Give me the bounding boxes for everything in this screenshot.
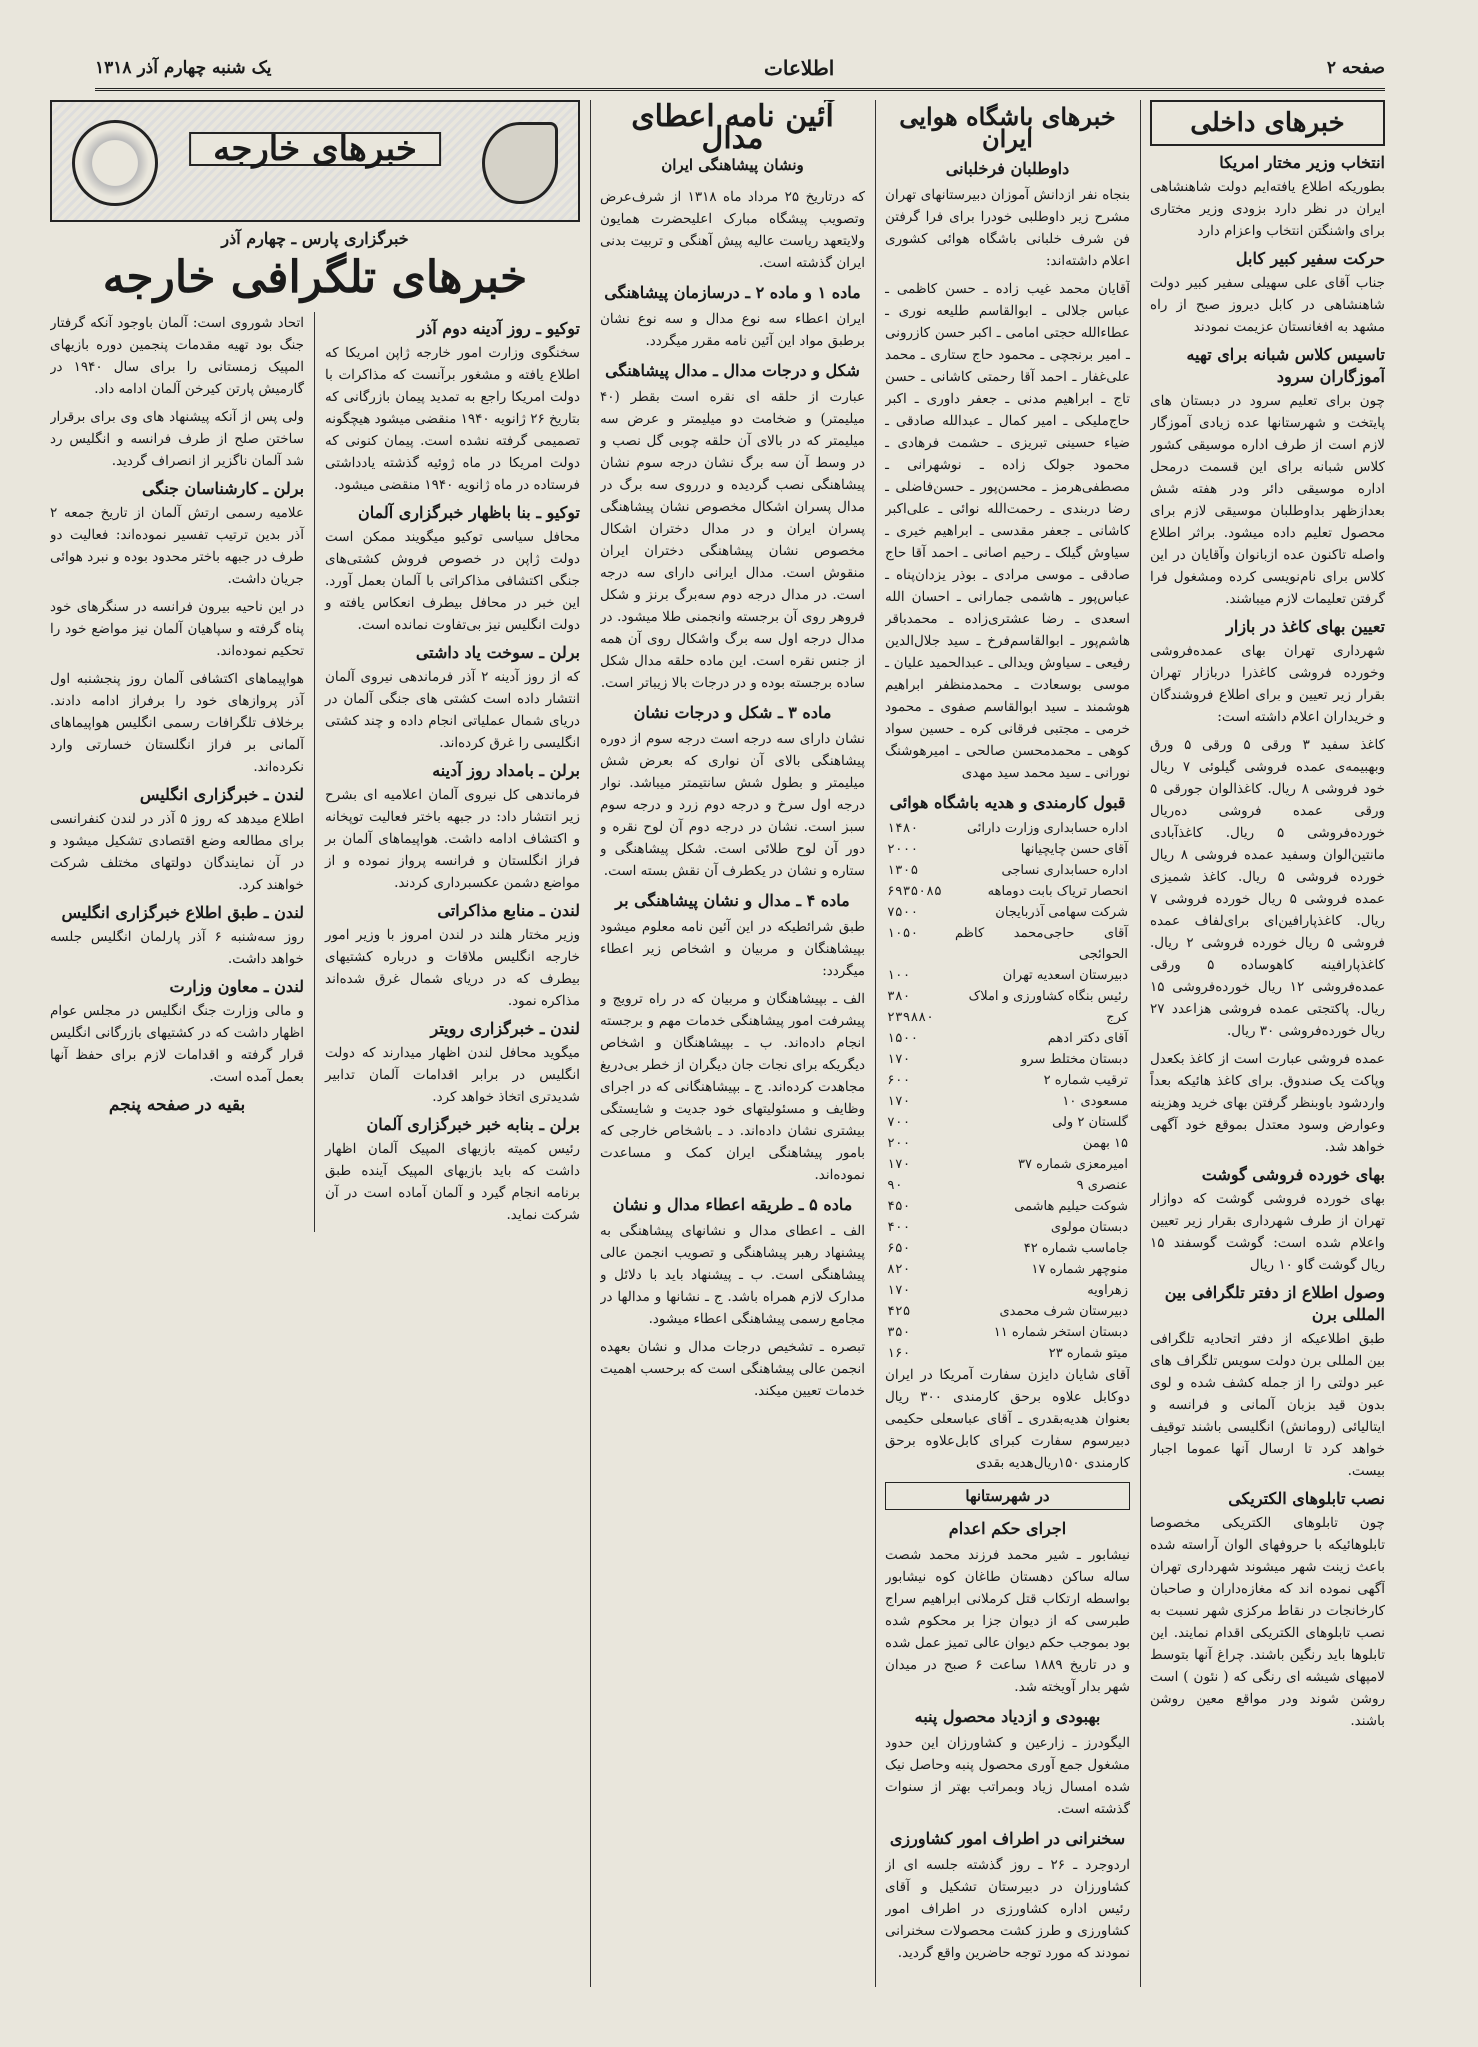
scout-medal-intro: که درتاریخ ۲۵ مرداد ماه ۱۳۱۸ از شرف‌عرض وتصویب پیشگاه مبارک اعلیحضرت همایون ولایتعهد ریاست عالیه پیش آهنگی و تربیت بدنی ایران گذشته است.	[600, 189, 865, 271]
domestic-news-title: خبرهای داخلی	[1150, 100, 1385, 146]
domestic-item-heading: تعیین بهای کاغذ در بازار	[1226, 617, 1385, 636]
donation-row	[885, 1133, 1130, 1154]
foreign-news-column-a	[325, 312, 580, 1232]
colA-paragraph: که از روز آدینه ۲ آذر فرماندهی نیروی آلمان انتشار داده است کشتی های جنگی آلمان در دریای شمال عملیاتی انجام داده و چند کشتی انگلیسی را غرق کرده‌اند.	[325, 669, 580, 751]
donor-name: دبستان مختلط سرو	[1021, 1052, 1128, 1067]
donor-name: امیرمعزی شماره ۳۷	[1018, 1157, 1128, 1172]
colB-paragraph: و مالی وزارت جنگ انگلیس در مجلس عوام اظهار داشت که در کشتیهای بازرگانی انگلیس قرار گرفته و اقدامات لازم برای حفظ آنها بعمل آمده است.	[50, 1003, 305, 1085]
air-club-intro: بنجاه نفر ازدانش آموزان دبیرستانهای تهران مشرح زیر داوطلبی خودرا برای فرا گرفتن فن شرف خلبانی باشگاه هوائی کشوری اعلام داشته‌اند:	[885, 187, 1130, 269]
foreign-news-banner	[50, 100, 580, 222]
province-news-3-title: سخنرانی در اطراف امور کشاورزی	[889, 1829, 1126, 1848]
donation-row	[885, 818, 1130, 839]
donation-row	[885, 902, 1130, 923]
donor-name: آقای دکتر ادهم	[1047, 1031, 1128, 1046]
colA-paragraph: رئیس کمیته بازیهای المپیک آلمان اظهار داشت که باید بازیهای المپیک آینده طبق برنامه انجام گیرد و آلمان آماده است در آن شرکت نماید.	[325, 1141, 580, 1223]
donation-amount: ۶۵۰	[887, 1241, 911, 1256]
article-note: تبصره ـ تشخیص درجات مدال و نشان بعهده انجمن عالی پیشاهنگی است که برحسب اهمیت خدمات تعیین میکند.	[600, 1339, 865, 1399]
donation-amount: ۶۰۰	[887, 1073, 911, 1088]
donation-row	[885, 965, 1130, 986]
donation-row	[885, 1322, 1130, 1343]
donation-amount: ۱۷۰	[887, 1094, 911, 1109]
foreign-news-banner-title: خبرهای خارجه	[189, 132, 441, 166]
colA-heading: برلن ـ بنابه خبر خبرگزاری آلمان	[366, 1115, 580, 1134]
page-number: صفحه ۲	[1326, 58, 1385, 78]
article-1-title: ماده ۱ و ماده ۲ ـ درسازمان پیشاهنگی	[604, 283, 861, 302]
article-2-title: شکل و درجات مدال ـ مدال پیشاهنگی	[605, 361, 860, 380]
domestic-item-paragraph: کاغذ سفید ۳ ورقی ۵ ورقی ۵ ورق وبهبیمه‌ی عمده فروشی گیلوئی ۷ ریال خود فروشی ۸ ریال. کاغذالوان جورقی ۵ ورقی عمده فروشی ده‌ریال خورده‌فروشی ۵ ریال. کاغذآبادی مانتین‌الوان وسفید عمده فروشی ۸ ریال خورده فروشی ۵ ریال. کاغذ شمیزی عمده فروشی ۵ ریال خورده فروشی ۷ ریال. کاغذپارافین‌ای برای‌لفاف عمده فروشی ۵ ریال خورده فروشی ۲ ریال. کاغذپارافینه کاهوساده ۵ ورقی عمده‌فروشی ۱۲ ریال خورده‌فروشی ۱۵ ریال. پاکتجتی عمده فروشی هزاعدد ۲۷ ریال خورده‌فروشی ۳۰ ریال.	[1150, 737, 1385, 1039]
colB-heading: لندن ـ طبق اطلاع خبرگزاری انگلیس	[61, 903, 305, 922]
colB-paragraph: در این ناحیه بیرون فرانسه در سنگرهای خود پناه گرفته و سپاهیان آلمان نیز مواضع خود را تحکیم نموده‌اند.	[50, 599, 305, 659]
article-1: ایران اعطاء سه نوع مدال و سه نوع نشان برطبق مواد این آئین نامه مقرر میگردد.	[600, 311, 865, 349]
donor-name: شرکت سهامی آذربایجان	[995, 905, 1128, 920]
domestic-item-heading: تاسیس کلاس شبانه برای تهیه آموزگاران سرود	[1186, 345, 1385, 386]
colA-paragraph: میگوید محافل لندن اظهار میدارند که دولت انگلیس در برابر اقدامات آلمان تدابیر شدیدتری اتخاذ خواهد کرد.	[325, 1045, 580, 1105]
donor-name: عنصری ۹	[1076, 1178, 1128, 1193]
donation-row	[885, 1217, 1130, 1238]
article-4-title: ماده ۴ ـ مدال و نشان پیشاهنگی بر	[615, 891, 850, 910]
colA-heading: برلن ـ سوخت یاد داشتی	[415, 643, 580, 662]
donation-amount: ۱۷۰	[887, 1157, 911, 1172]
colB-paragraph: اتحاد شوروی است: آلمان باوجود آنکه گرفتار جنگ بود تهیه مقدمات پنجمین دوره بازیهای المپیک زمستانی را برای سال ۱۹۴۰ در گارمیش پارتن کیرخن آلمان ادامه داد.	[50, 315, 305, 397]
colB-paragraph: ولی پس از آنکه پیشنهاد های وی برای برقرار ساختن صلح از طرف فرانسه و انگلیس رد شد آلمان ناگزیر از انصراف گردید.	[50, 409, 305, 469]
donation-row	[885, 1238, 1130, 1259]
article-3: نشان دارای سه درجه است درجه سوم از دوره پیشاهنگی بالای آن نواری که بعرض شش میلیمتر و بطول شش سانتیمتر میباشد. نوار درجه اول سرخ و درجه دوم زرد و درجه سوم سبز است. نشان در درجه دوم آن لوح نقره و دور آن لوح طلائی است. شکل پیشاهنگی و ستاره و نشان در یکطرف آن نقش بسته است.	[600, 731, 865, 879]
scout-medal-column	[600, 100, 865, 1980]
article-5: الف ـ اعطای مدال و نشانهای پیشاهنگی به پیشنهاد رهبر پیشاهنگی و تصویب انجمن عالی پیشاهنگی است. ب ـ پیشنهاد باید با دلائل و مدارک لازم همراه باشد. ج ـ نشانها و مدالها در مجامع رسمی پیشاهنگی اعطاء میشود.	[600, 1223, 865, 1327]
donation-amount: ۳۵۰	[887, 1325, 911, 1340]
donor-name: دبیرستان اسعدیه تهران	[1002, 968, 1128, 983]
continued-notice: بقیه در صفحه پنجم	[108, 1095, 246, 1115]
domestic-item-paragraph: بهای خورده فروشی گوشت که دوازار تهران از طرف شهرداری بقرار زیر تعیین واعلام شده است: گوشت گوسفند ۱۵ ریال گوشت گاو ۱۰ ریال	[1150, 1191, 1385, 1273]
donor-name: اداره حسابداری وزارت دارائی	[966, 821, 1128, 836]
donor-name: ۱۵ بهمن	[1082, 1136, 1128, 1151]
colA-heading: توکیو ـ بنا باظهار خبرگزاری آلمان	[357, 503, 580, 522]
gramophone-horn-icon	[482, 122, 558, 204]
domestic-item-paragraph: شهرداری تهران بهای عمده‌فروشی وخورده فروشی کاغذرا دربازار تهران بقرار زیر تعیین و برای اطلاع فروشندگان و خریداران اعلام داشته است:	[1150, 643, 1385, 725]
donation-amount: ۲۰۰	[887, 1136, 911, 1151]
donation-row	[885, 1112, 1130, 1133]
province-news-2: الیگودرز ـ زارعین و کشاورزان این حدود مشغول جمع آوری محصول پنبه وحاصل نیک شده امسال زیاد وبمراتب بهتر از سنوات گذشته است.	[885, 1735, 1130, 1817]
province-news-3: اردوجرد ـ ۲۶ ـ روز گذشته جلسه ای از کشاورزان در دبیرستان تشکیل و آقای رئیس اداره کشاورزی در اطراف امور کشاورزی و طرز کشت محصولات سخنرانی نمودند که مورد توجه حاضرین واقع گردید.	[885, 1857, 1130, 1961]
donation-amount: ۲۰۰۰	[887, 842, 919, 857]
donation-row	[885, 1343, 1130, 1364]
domestic-item-heading: بهای خورده فروشی گوشت	[1201, 1165, 1385, 1184]
domestic-item-paragraph: جناب آقای علی سهیلی سفیر کبیر دولت شاهنشاهی در کابل دیروز صبح از راه مشهد به افغانستان عزیمت نمودند	[1150, 275, 1385, 335]
colA-paragraph: محافل سیاسی توکیو میگویند ممکن است دولت ژاپن در خصوص فروش کشتی‌های جنگی اکتشافی مذاکراتی با آلمان بعمل آورد. این خبر در محافل بیطرف انعکاس یافته و دولت انگلیس نیز بی‌تفاوت نمانده است.	[325, 529, 580, 633]
colA-heading: لندن ـ خبرگزاری رویتر	[430, 1019, 580, 1038]
colA-heading: لندن ـ منابع مذاکراتی	[437, 901, 580, 920]
colB-paragraph: اطلاع میدهد که روز ۵ آذر در لندن کنفرانسی برای مطالعه وضع اقتصادی تشکیل میشود و در آن نمایندگان دولتهای مختلف شرکت خواهند کرد.	[50, 811, 305, 893]
scout-medal-subtitle: ونشان پیشاهنگی ایران	[661, 156, 804, 174]
donation-amount: ۹۰	[887, 1178, 903, 1193]
colB-heading: لندن ـ خبرگزاری انگلیس	[139, 785, 305, 804]
donation-amount: ۱۵۰۰	[887, 1031, 919, 1046]
air-club-title: خبرهای باشگاه هوایی ایران	[899, 102, 1116, 153]
domestic-item-paragraph: بطوریکه اطلاع یافته‌ایم دولت شاهنشاهی ایران در نظر دارد بزودی وزیر مختاری برای واشنگتن انتخاب واعزام دارد	[1150, 179, 1385, 239]
donation-amount: ۳۸۰	[887, 989, 911, 1004]
donor-name: منوچهر شماره ۱۷	[1031, 1262, 1128, 1277]
donation-amount: ۱۰۵۰	[887, 926, 919, 941]
donation-row	[885, 1154, 1130, 1175]
donor-name: گلستان ۲ ولی	[1052, 1115, 1128, 1130]
donor-name: جاماسب شماره ۴۲	[1023, 1241, 1128, 1256]
issue-date: یک شنبه چهارم آذر ۱۳۱۸	[95, 58, 272, 78]
donation-row	[885, 1028, 1130, 1049]
colB-heading: برلن ـ کارشناسان جنگی	[142, 479, 305, 498]
donation-amount: ۱۳۰۵	[887, 863, 919, 878]
donation-row	[885, 839, 1130, 860]
colB-paragraph: روز سه‌شنبه ۶ آذر پارلمان انگلیس جلسه خواهد داشت.	[50, 929, 305, 967]
domestic-item-paragraph: طبق اطلاعیکه از دفتر اتحادیه تلگرافی بین المللی برن دولت سویس تلگراف های عبر دولتی را از جمله کشف شده و لوی بدون قید بزبان آلمانی و فرانسه و ایتالیائی (رومانش) انگلیسی باشند توقیف خواهد کرد تا ارسال آنها عموما اجبار بیست.	[1150, 1331, 1385, 1479]
scout-medal-title: آئین نامه اعطای مدال	[631, 100, 834, 156]
donor-name: رئیس بنگاه کشاورزی و املاک	[968, 989, 1128, 1004]
article-5-title: ماده ۵ ـ طریقه اعطاء مدال و نشان	[612, 1195, 853, 1214]
donor-name: آقای حسن چایچیانها	[1020, 842, 1128, 857]
column-rule	[590, 100, 591, 1987]
donation-amount: ۲۳۹۸۸۰	[887, 1010, 934, 1025]
province-news-1-title: اجرای حکم اعدام	[948, 1519, 1067, 1538]
donation-row	[885, 986, 1130, 1007]
donation-amount: ۴۲۵	[887, 1304, 911, 1319]
province-news-1: نیشابور ـ شیر محمد فرزند محمد شصت ساله ساکن دهستان طاغان کوه نیشابور بواسطه ارتکاب قتل کرملانی ابراهیم سراج طبرسی که از دیوان جزا بر محکوم شده بود بموجب حکم دیوان عالی تمیز عمل شده و در تاریخ ۱۸۸۹ ساعت ۶ صبح در میدان شهر بدار آویخته شد.	[885, 1547, 1130, 1695]
newspaper-name: اطلاعات	[764, 56, 835, 80]
donor-name: شوکت حیلیم هاشمی	[1014, 1199, 1128, 1214]
donor-name: اداره حسابداری نساجی	[1001, 863, 1128, 878]
donor-name: دبستان مولوی	[1050, 1220, 1128, 1235]
colA-heading: برلن ـ بامداد روز آدینه	[432, 761, 580, 780]
donation-row	[885, 1301, 1130, 1322]
air-club-names: آقایان محمد غیب زاده ـ حسن کاظمی ـ عباس جلالی ـ ابوالقاسم طلیعه نوری ـ عطاءالله حجتی امامی ـ اکبر حسن کازرونی ـ امیر برنجچی ـ محمود حاج ستاری ـ محمد علی‌غفار ـ احمد آقا رحمتی کاشانی ـ حسن تاج ـ ابراهیم مدنی ـ جعفر داوری ـ اکبر حاج‌ملیکی ـ امیر کمال ـ عبدالله صادقی ـ ضیاء حسینی تبریزی ـ حشمت فرهادی ـ محمود جولک زاده ـ نوشهرانی ـ مصطفی‌هرمز ـ محسن‌پور ـ حسن‌فاضلی ـ رضا دربندی ـ رحمت‌الله نوائی ـ علی‌اکبر کاشانی ـ جعفر مقدسی ـ ابراهیم خیری ـ سیاوش گیلک ـ رحیم اصانی ـ احمد آقا حاج صادقی ـ موسی مرادی ـ بوذر یزدان‌پناه ـ عباس‌پور ـ هاشمی جمارانی ـ احسان الله اسعدی ـ رضا عشتری‌زاده ـ محمد‌باقر هاشم‌پور ـ ابوالقاسم‌فرخ ـ سید جلال‌الدین رفیعی ـ سیاوش ویدالی ـ عبدالحمید علیان ـ موسی بوسعادت ـ محمدمنظفر ابراهیم هوشمند ـ سید ابوالقاسم صفوی ـ محمود خرمی ـ مجتبی فرقانی کره ـ حسین سواد کوهی ـ محمدمحسن صالحی ـ امیرهوشنگ نورانی ـ سید محمد سید مهدی	[885, 281, 1130, 781]
donation-row	[885, 881, 1130, 902]
column-rule	[314, 312, 315, 1232]
foreign-news-column-b-wrap	[50, 312, 304, 1232]
donation-table	[885, 818, 1130, 1364]
air-club-note: آقای شایان دایزن سفارت آمریکا در ایران دوکابل علاوه برحق کارمندی ۳۰۰ ریال بعنوان هدیه‌بقدری ـ آقای عباسعلی حکیمی دبیرسوم سفارت کبرای کابل‌علاوه برحق کارمندی ۱۵۰ریال‌هدیه بقدی	[885, 1367, 1130, 1471]
foreign-news-block	[50, 100, 580, 1980]
donor-name: میتو شماره ۲۳	[1048, 1346, 1128, 1361]
air-club-column	[885, 100, 1130, 1980]
provinces-section-title: در شهرستانها	[885, 1482, 1130, 1510]
colA-heading: توکیو ـ روز آدینه دوم آذر	[417, 319, 580, 338]
donor-name: دبستان استخر شماره ۱۱	[993, 1325, 1128, 1340]
domestic-item-paragraph: عمده فروشی عبارت است از کاغذ بکعدل وپاکت یک صندوق. برای کاغذ هائیکه بعداً واردشود باوبنظر گرفتن بهای خرید وهزینه وعوارض وسود معتدل بموقع خود آگهی خواهد شد.	[1150, 1051, 1385, 1155]
colB-paragraph: هواپیماهای اکتشافی آلمان روز پنجشنبه اول آذر پروازهای خود را برفراز ادامه دادند. برخلاف تلگرافات رسمی انگلیس هواپیماهای آلمانی بر فراز انگلستان خسارتی وارد نکرده‌اند.	[50, 671, 305, 775]
donation-amount: ۱۷۰	[887, 1283, 911, 1298]
donation-amount: ۶۹۳۵۰۸۵	[887, 884, 942, 899]
donation-row	[885, 860, 1130, 881]
donation-row	[885, 1280, 1130, 1301]
foreign-headline: خبرهای تلگرافی خارجه	[102, 252, 528, 303]
donor-name: مسعودی ۱۰	[1062, 1094, 1128, 1109]
donor-name: زهراویه	[1087, 1283, 1128, 1298]
province-news-2-title: بهبودی و ازدیاد محصول پنبه	[914, 1707, 1101, 1726]
news-agency-byline: خبرگزاری پارس ـ چهارم آذر	[221, 229, 409, 248]
air-club-sub1: داوطلبان فرخلبانی	[945, 159, 1070, 178]
air-club-sub2: قبول کارمندی و هدیه باشگاه هوائی	[889, 793, 1126, 812]
domestic-news-items	[1150, 152, 1385, 1732]
colA-paragraph: سخنگوی وزارت امور خارجه ژاپن امریکا که اطلاع یافته و مشغور برآنست که مذاکرات با دولت امریکا راجع به تمدید پیمان بازرگانی که بتاریخ ۲۶ ژانویه ۱۹۴۰ منقضی میشود هیچگونه تصمیمی گرفته نشده است. پیمان کنونی که دولت امریکا در ماه ژوئیه گذشته یادداشتی فرستاده در ماه ژانویه ۱۹۴۰ منقضی میشود.	[325, 345, 580, 493]
donation-amount: ۷۰۰	[887, 1115, 911, 1130]
colA-paragraph: فرماندهی کل نیروی آلمان اعلامیه ای بشرح زیر انتشار داد: در جبهه باختر فعالیت توپخانه و اکتشاف ادامه داشت. هواپیماهای آلمان بر فراز انگلستان و فرانسه پرواز نموده و از مواضع دشمن عکسبرداری کردند.	[325, 787, 580, 891]
column-rule	[1140, 100, 1141, 1987]
globe-icon	[72, 120, 158, 206]
article-4: طبق شرائطیکه در این آئین نامه معلوم میشود بپیشاهنگان و مربیان و اشخاص زیر اعطاء میگردد:	[600, 919, 865, 979]
donor-name: انحصار تریاک بابت دوماهه	[987, 884, 1128, 899]
column-rule	[875, 100, 876, 1987]
domestic-item-paragraph: چون برای تعلیم سرود در دبستان های پایتخت و شهرستانها عده زیادی آموزگار لازم است از طرف اداره موسیقی کشور کلاس شبانه برای این قسمت درمحل اداره موسیقی دائر ودر هفته شش بعدازظهر بداوطلبان موسیقی لازم برای محصول تعلیم داده میشود. براثر اطلاع واصله تاکنون عده ازبانوان وآقایان در این کلاس برای نام‌نویسی کرده ومشغول فرا گرفتن تعلیمات لازم میباشند.	[1150, 393, 1385, 607]
donation-amount: ۱۴۸۰	[887, 821, 919, 836]
donor-name: کرج	[1106, 1010, 1128, 1025]
donation-row	[885, 1196, 1130, 1217]
domestic-item-heading: انتخاب وزیر مختار امریکا	[1219, 153, 1385, 172]
donation-row	[885, 1259, 1130, 1280]
donation-row	[885, 1091, 1130, 1112]
donation-amount: ۸۲۰	[887, 1262, 911, 1277]
article-3-title: ماده ۳ ـ شکل و درجات نشان	[633, 703, 832, 722]
domestic-item-heading: وصول اطلاع از دفتر تلگرافی بین المللی برن	[1164, 1283, 1385, 1324]
donation-amount: ۱۶۰	[887, 1346, 911, 1361]
domestic-news-column	[1150, 100, 1385, 1980]
domestic-item-paragraph: چون تابلوهای الکتریکی مخصوصا تابلوهائیکه با حروفهای الوان آراسته شده باعث زینت شهر میشوند شهرداری تهران آگهی نموده اند که مغازه‌داران و صاحبان کارخانجات در نقاط مرکزی شهر نسبت به نصب تابلوهای الکتریکی اقدام نمایند. این تابلوها باید رنگین باشند. چراغ آنها بتوسط لامپهای شیشه ای رنگی که ( نئون ) است روشن شوند ودر مواقع معین روشن باشند.	[1150, 1515, 1385, 1729]
foreign-news-column-b	[50, 312, 304, 1088]
domestic-item-heading: نصب تابلوهای الکتریکی	[1228, 1489, 1385, 1508]
article-4-list: الف ـ بپیشاهنگان و مربیان که در راه ترویج و پیشرفت امور پیشاهنگی خدمات مهم و برجسته انجام داده‌اند. ب ـ بپیشاهنگان و اشخاص دیگریکه برای نجات جان دیگران از خطر بی‌دریغ مجاهدت کرده‌اند. ج ـ بپیشاهنگانی که در اجرای وظایف و مسئولیتهای خود جدیت و شایستگی بیشتری نشان داده‌اند. د ـ باشخاص خارجی که بامور پیشاهنگی ایران کمک و مساعدت نموده‌اند.	[600, 991, 865, 1183]
donation-amount: ۴۵۰	[887, 1199, 911, 1214]
donation-row	[885, 1007, 1130, 1028]
donation-row	[885, 1175, 1130, 1196]
colB-heading: لندن ـ معاون وزارت	[169, 977, 305, 996]
colB-paragraph: علامیه رسمی ارتش آلمان از تاریخ جمعه ۲ آذر بدین ترتیب تفسیر نموده‌اند: فعالیت دو طرف در جبهه باختر محدود بوده و نبرد هوائی جریان داشت.	[50, 505, 305, 587]
domestic-item-heading: حرکت سفیر کبیر کابل	[1235, 249, 1385, 268]
donation-amount: ۴۰۰	[887, 1220, 911, 1235]
donation-row	[885, 923, 1130, 965]
article-2: عبارت از حلقه ای نقره است بقطر (۴۰ میلیمتر) و ضخامت دو میلیمتر و عرض سه میلیمتر که در بالای آن حلقه چوبی گل نصب و در وسط آن سه برگ نشان درجه سوم نشان پیشاهنگی نصب گردیده و درروی سه برگ در مدال پسران اشکال مخصوص نشان پیشاهنگی پسران ایران و در مدال دختران اشکال مخصوص نشان پیشاهنگی دختران ایران منقوش است. مدال ایرانی دارای سه درجه است. در مدال درجه دوم سه‌برگ برنز و شکل فروهر روی آن برجسته وانجمنی طلا میشود. در مدال درجه اول سه برگ واشکال روی آن همه از جنس نقره است. این ماده حلقه مدال شکل ساده برجسته بوده و در درجات بالا زیباتر است.	[600, 389, 865, 691]
donor-name: آقای حاجی‌محمد کاظم الحوائجی	[955, 926, 1128, 962]
donor-name: ترقیب شماره ۲	[1043, 1073, 1128, 1088]
donation-row	[885, 1049, 1130, 1070]
donation-amount: ۱۷۰	[887, 1052, 911, 1067]
masthead	[95, 48, 1385, 91]
donation-amount: ۱۰۰	[887, 968, 911, 983]
colA-paragraph: وزیر مختار هلند در لندن امروز با وزیر امور خارجه انگلیس ملاقات و درباره کشتیهای بیطرف که در دریای شمال غرق شده‌اند مذاکره نمود.	[325, 927, 580, 1009]
donation-row	[885, 1070, 1130, 1091]
donor-name: دبیرستان شرف محمدی	[999, 1304, 1128, 1319]
donation-amount: ۷۵۰۰	[887, 905, 919, 920]
